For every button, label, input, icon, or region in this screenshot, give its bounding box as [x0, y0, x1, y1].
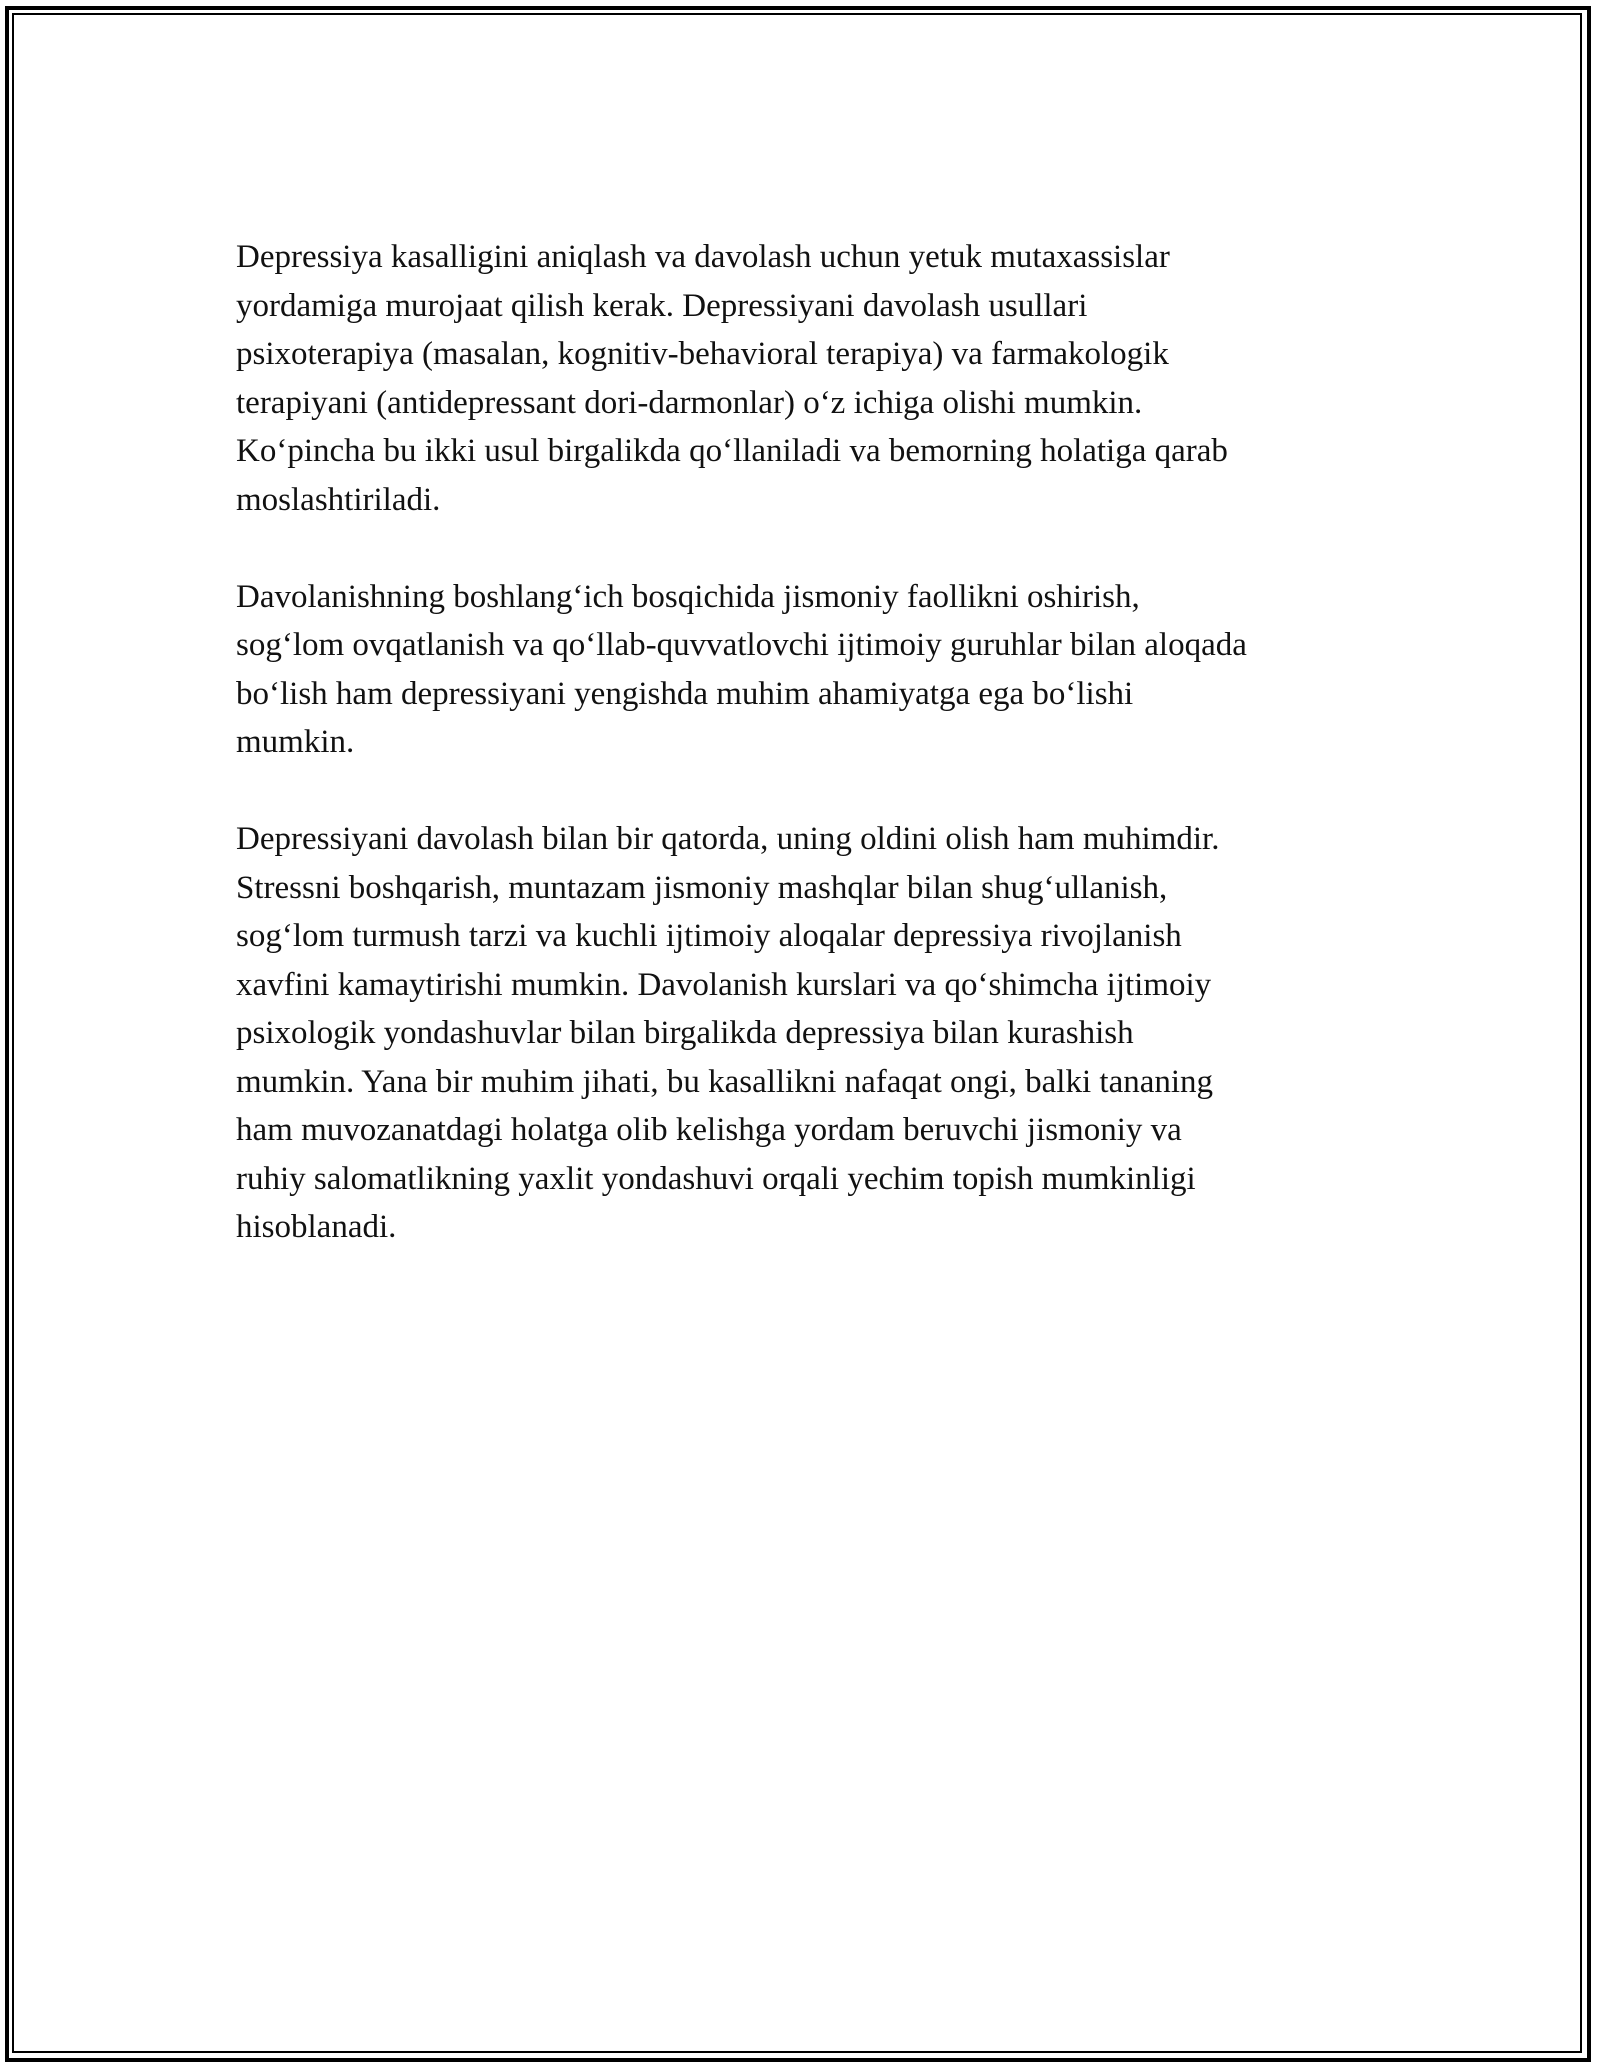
paragraph-line: Ko‘pincha bu ikki usul birgalikda qo‘llaniladi va bemorning holatiga qarab — [236, 433, 1228, 469]
paragraph-line: Stressni boshqarish, muntazam jismoniy mashqlar bilan shug‘ullanish, — [236, 869, 1168, 906]
paragraph-line: Depressiyani davolash bilan bir qatorda, uning oldini olish ham muhimdir. — [236, 821, 1220, 857]
paragraph-line: xavfini kamaytirishi mumkin. Davolanish kurslari va qo‘shimcha ijtimoiy — [236, 966, 1212, 1003]
paragraph-2 — [236, 573, 1376, 767]
paragraph-1 — [236, 233, 1376, 524]
paragraph-3 — [236, 815, 1376, 1252]
paragraph-line: ruhiy salomatlikning yaxlit yondashuvi orqali yechim topish mumkinligi — [236, 1160, 1196, 1197]
paragraph-line: sog‘lom turmush tarzi va kuchli ijtimoiy aloqalar depressiya rivojlanish — [236, 918, 1182, 954]
paragraph-line: ham muvozanatdagi holatga olib kelishga yordam beruvchi jismoniy va — [236, 1112, 1182, 1148]
paragraph-line: hisoblanadi. — [236, 1209, 397, 1245]
paragraph-line: psixologik yondashuvlar bilan birgalikda depressiya bilan kurashish — [236, 1015, 1134, 1051]
paragraph-line: moslashtiriladi. — [236, 481, 441, 518]
paragraph-line: yordamiga murojaat qilish kerak. Depressiyani davolash usullari — [236, 287, 1088, 324]
paragraph-line: psixoterapiya (masalan, kognitiv-behavioral terapiya) va farmakologik — [236, 336, 1169, 372]
paragraph-line: mumkin. — [236, 724, 355, 760]
paragraph-line: mumkin. Yana bir muhim jihati, bu kasallikni nafaqat ongi, balki tananing — [236, 1063, 1214, 1100]
paragraph-line: terapiyani (antidepressant dori-darmonlar) o‘z ichiga olishi mumkin. — [236, 384, 1143, 421]
paragraph-line: bo‘lish ham depressiyani yengishda muhim ahamiyatga ega bo‘lishi — [236, 675, 1134, 712]
paragraph-line: Davolanishning boshlang‘ich bosqichida jismoniy faollikni oshirish, — [236, 578, 1140, 615]
document-body — [236, 233, 1376, 1300]
paragraph-line: sog‘lom ovqatlanish va qo‘llab-quvvatlovchi ijtimoiy guruhlar bilan aloqada — [236, 627, 1247, 663]
paragraph-line: Depressiya kasalligini aniqlash va davolash uchun yetuk mutaxassislar — [236, 239, 1170, 275]
